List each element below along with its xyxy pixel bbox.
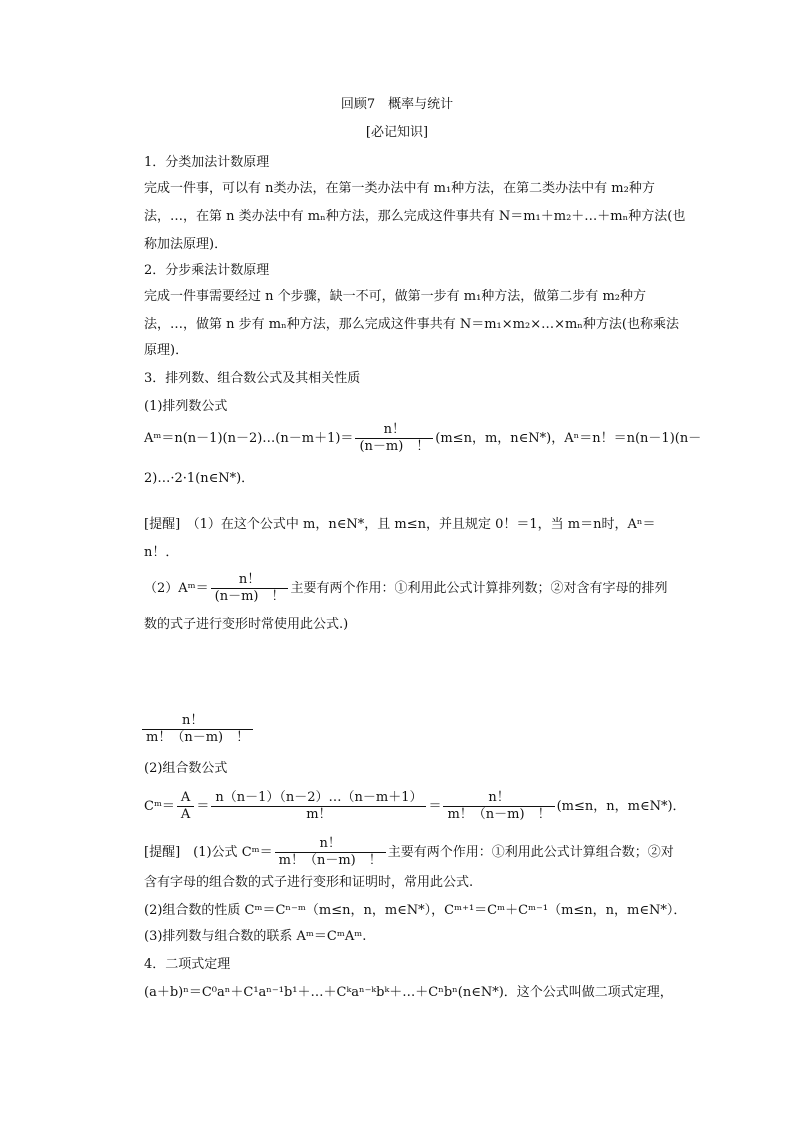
fraction-denominator: m！（n－m) ！ <box>278 853 382 868</box>
fraction-denominator: (n－m) ！ <box>359 439 430 454</box>
subheading-permutation-formula: (1)排列数公式 <box>144 399 228 414</box>
fraction-denominator: m！ <box>306 807 332 822</box>
fraction-numerator: A <box>177 790 194 807</box>
section-label: [必记知识] <box>365 125 429 140</box>
fraction <box>211 572 289 605</box>
paragraph-line: 法，…，做第 n 步有 mₙ种方法，那么完成这件事共有 N＝m₁×m₂×…×mₙ种方法(也称乘法 <box>144 317 680 332</box>
fraction <box>275 836 386 869</box>
fraction-numerator: n！ <box>443 790 554 807</box>
formula-text: ＝ <box>196 799 210 814</box>
fraction-denominator: (n－m) ！ <box>214 589 285 604</box>
reminder-line: [提醒] （1）在这个公式中 m，n∈N*，且 m≤n，并且规定 0！＝1，当 m＝n时，Aⁿ＝ <box>144 517 656 532</box>
fraction <box>211 790 426 823</box>
heading-addition-principle: 1．分类加法计数原理 <box>144 155 270 170</box>
fraction <box>142 713 253 746</box>
formula-text: ＝ <box>428 799 442 814</box>
fraction-numerator: n！ <box>142 713 253 730</box>
paragraph-line: 原理)． <box>144 343 189 358</box>
subheading-combination-formula: (2)组合数公式 <box>144 761 228 776</box>
paragraph-line: 完成一件事需要经过 n 个步骤，缺一不可，做第一步有 m₁种方法，做第二步有 m₂种方 <box>144 289 646 304</box>
heading-multiplication-principle: 2．分步乘法计数原理 <box>144 263 270 278</box>
fraction-numerator: n（n－1）（n－2）…（n－m＋1） <box>211 790 426 807</box>
formula-text: （2）Aᵐ＝ <box>144 581 209 596</box>
fraction-numerator: n！ <box>275 836 386 853</box>
paragraph-line: 称加法原理)． <box>144 237 228 252</box>
permutation-combination-relation: (3)排列数与组合数的联系 Aᵐ＝CᵐAᵐ. <box>144 929 367 944</box>
formula-text: Aᵐ＝n(n－1)(n－2)…(n－m＋1)＝ <box>144 431 354 446</box>
fraction-denominator: m！（n－m) ！ <box>146 730 250 745</box>
formula-text: (m≤n，m，n∈N*)，Aⁿ＝n！＝n(n－1)(n－ <box>435 431 702 446</box>
reminder-line: 数的式子进行变形时常使用此公式.) <box>144 617 349 632</box>
stray-fraction <box>140 713 255 746</box>
reminder-formula <box>144 836 674 869</box>
reminder-line: 含有字母的组合数的式子进行变形和证明时，常用此公式. <box>144 875 474 890</box>
formula-text: 主要有两个作用：①利用此公式计算组合数；②对 <box>387 845 674 860</box>
fraction <box>177 790 194 823</box>
heading-binomial-theorem: 4．二项式定理 <box>144 957 231 972</box>
fraction-numerator: n！ <box>355 422 433 439</box>
combination-formula <box>144 790 686 823</box>
formula-text: Cᵐ＝ <box>144 799 175 814</box>
formula-text: 主要有两个作用：①利用此公式计算排列数；②对含有字母的排列 <box>290 581 668 596</box>
binomial-formula: (a＋b)ⁿ＝C⁰aⁿ＋C¹aⁿ⁻¹b¹＋…＋Cᵏaⁿ⁻ᵏbᵏ＋…＋Cⁿbⁿ(n∈N*)．这个公式叫做二项式定理， <box>144 985 673 1000</box>
fraction <box>355 422 433 455</box>
reminder-line: n！． <box>144 545 179 560</box>
paragraph-line: 法，…，在第 n 类办法中有 mₙ种方法，那么完成这件事共有 N＝m₁＋m₂＋…＋mₙ种方法(也 <box>144 209 686 224</box>
paragraph-line: 2)…·2·1(n∈N*)． <box>144 471 255 486</box>
paragraph-line: 完成一件事，可以有 n类办法，在第一类办法中有 m₁种方法，在第二类办法中有 m₂种方 <box>144 181 655 196</box>
fraction <box>443 790 554 823</box>
combination-property: (2)组合数的性质 Cᵐ＝Cⁿ⁻ᵐ（m≤n，n，m∈N*），Cᵐ⁺¹＝Cᵐ＋Cᵐ⁻¹（m≤n，n，m∈N*）． <box>144 903 687 918</box>
permutation-formula <box>144 422 701 455</box>
fraction-denominator: A <box>180 807 191 822</box>
formula-text: [提醒] (1)公式 Cᵐ＝ <box>144 845 273 860</box>
reminder-formula <box>144 572 668 605</box>
page-title: 回顾7 概率与统计 <box>340 97 454 112</box>
fraction-denominator: m！（n－m) ！ <box>447 807 551 822</box>
formula-text: (m≤n，n，m∈N*)． <box>556 799 686 814</box>
heading-permutation-combination: 3．排列数、组合数公式及其相关性质 <box>144 371 361 386</box>
fraction-numerator: n！ <box>211 572 289 589</box>
